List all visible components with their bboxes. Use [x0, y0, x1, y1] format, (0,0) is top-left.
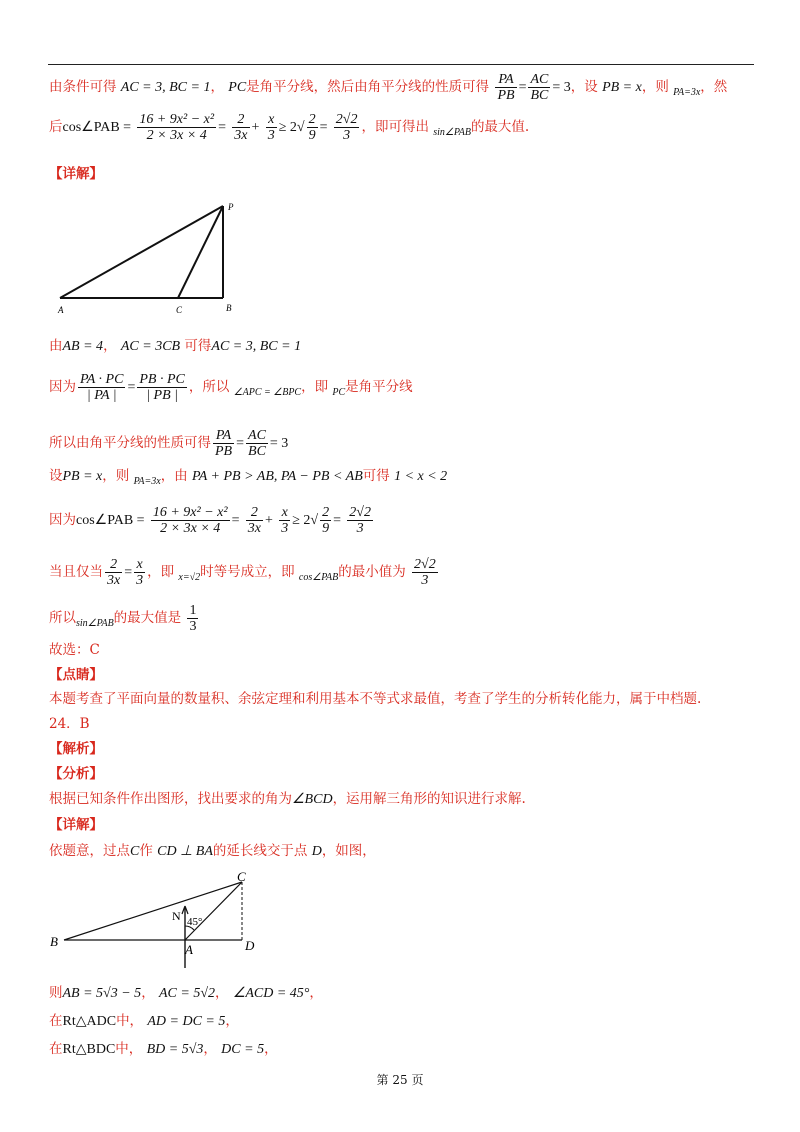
- text: ，然: [700, 79, 728, 95]
- detail2-line-4: [49, 1039, 278, 1060]
- math: Rt△ADC: [62, 1014, 117, 1029]
- text: 设: [49, 468, 63, 484]
- label-a: A: [58, 305, 64, 315]
- text: ，设: [570, 79, 598, 95]
- text: 中，: [116, 1013, 144, 1029]
- fraction: $\frac{x}{3}$: [267, 112, 275, 143]
- math: sin∠PAB: [76, 618, 114, 629]
- header-rule: [48, 64, 754, 65]
- text: ，则: [641, 79, 669, 95]
- detail2-line-3: [49, 1011, 239, 1032]
- math: PA + PB > AB, PA − PB < AB: [191, 469, 363, 484]
- math: PA=3x: [133, 476, 161, 487]
- math: =: [236, 436, 245, 451]
- fraction: $\frac{PA}{PB}$: [497, 72, 515, 103]
- fraction: $\frac{AC}{BC}$: [248, 428, 266, 459]
- label-b: B: [50, 934, 58, 949]
- text: ，: [103, 338, 117, 354]
- math: =: [518, 80, 527, 95]
- section-heading-detail: 【详解】: [49, 166, 103, 182]
- fraction: $\frac{2}{3x}$: [247, 505, 261, 536]
- math: 1 < x < 2: [394, 469, 448, 484]
- text: ，运用解三角形的知识进行求解.: [332, 791, 526, 807]
- fraction: $\frac{2}{9}$: [322, 505, 330, 536]
- label-d: D: [245, 938, 255, 953]
- math: AC = 5√2: [158, 986, 216, 1001]
- text: 后: [49, 119, 63, 135]
- label-a: A: [185, 942, 193, 957]
- triangle-figure-1: [48, 195, 248, 320]
- math: sin∠PAB: [433, 127, 471, 138]
- math: x=√2: [178, 572, 201, 583]
- section-heading-point: 【点睛】: [49, 667, 103, 683]
- text: ，: [210, 79, 224, 95]
- math: cos∠PAB =: [62, 120, 132, 135]
- section-heading-analysis: 【解析】: [49, 741, 103, 757]
- text: 在: [49, 1041, 63, 1057]
- math: C: [130, 844, 140, 859]
- text: 由: [49, 338, 63, 354]
- math: =: [124, 565, 133, 580]
- text: 由条件可得: [49, 79, 117, 95]
- math: ∠BCD: [292, 792, 333, 807]
- text: ，即: [301, 379, 329, 395]
- text: 的延长线交于点: [212, 843, 308, 859]
- text: ，即可得出: [361, 119, 429, 135]
- math: BD = 5√3: [146, 1042, 204, 1057]
- fraction: $\frac{x}{3}$: [136, 557, 144, 588]
- math: AC = 3, BC = 1: [120, 80, 211, 95]
- math: PB = x: [62, 469, 103, 484]
- text: ，: [141, 985, 155, 1001]
- text: 中，: [115, 1041, 143, 1057]
- label-angle: 45°: [187, 916, 203, 928]
- text: ，所以: [188, 379, 230, 395]
- fraction: $\frac{PB \cdot PC}{| PB |}$: [139, 372, 185, 403]
- text: 所以: [49, 610, 76, 626]
- text: ，: [215, 985, 229, 1001]
- text: 当且仅当: [49, 564, 103, 580]
- math: AC = 3CB: [120, 339, 181, 354]
- math: PC: [332, 387, 346, 398]
- fraction: $\frac{2}{9}$: [308, 112, 316, 143]
- label-b: B: [226, 303, 232, 313]
- math: Rt△BDC: [62, 1042, 116, 1057]
- triangle-figure-2: [44, 868, 274, 973]
- fraction: $\frac{1}{3}$: [189, 603, 197, 634]
- math: cos∠PAB: [298, 572, 339, 583]
- text: ，: [309, 985, 323, 1001]
- math: +: [265, 513, 273, 528]
- point-text: 本题考查了平面向量的数量积、余弦定理和利用基本不等式求最值，考查了学生的分析转化能力，属于中档题.: [49, 691, 702, 707]
- fraction: $\frac{2√2}{3}$: [349, 505, 371, 536]
- math: AB = 4: [62, 339, 104, 354]
- math: D: [311, 844, 322, 859]
- detail-line-2: [49, 372, 413, 403]
- text: ，即: [147, 564, 175, 580]
- detail2-line-2: [49, 983, 323, 1004]
- fraction: $\frac{PA}{PB}$: [215, 428, 233, 459]
- text: ，: [264, 1041, 278, 1057]
- text: 是角平分线，然后由角平分线的性质可得: [246, 79, 490, 95]
- question-24: 24．B: [49, 716, 90, 732]
- section-heading-fenxi: 【分析】: [49, 766, 103, 782]
- answer-choice: 故选：C: [49, 642, 100, 658]
- detail-line-1: [49, 336, 301, 357]
- math: =: [231, 513, 240, 528]
- text: 可得: [184, 338, 212, 354]
- text: ，则: [102, 468, 130, 484]
- text: 可得: [362, 468, 390, 484]
- section-heading-detail-2: 【详解】: [49, 817, 103, 833]
- math: CD ⊥ BA: [157, 844, 213, 859]
- math: =: [218, 120, 226, 135]
- detail-line-6: [49, 557, 440, 588]
- label-p: P: [228, 202, 234, 212]
- segment-bc: [64, 882, 242, 940]
- text: 因为: [49, 512, 76, 528]
- detail2-line-1: [49, 841, 376, 862]
- math: ≥ 2√: [292, 513, 319, 528]
- math: = 3: [552, 80, 571, 95]
- math: AB = 5√3 − 5: [62, 986, 142, 1001]
- detail-line-5: [49, 505, 375, 536]
- fraction: $\frac{2√2}{3}$: [414, 557, 436, 588]
- math: ∠APC = ∠BPC: [233, 387, 302, 398]
- text: 在: [49, 1013, 63, 1029]
- fraction: $\frac{AC}{BC}$: [530, 72, 549, 103]
- segment-ap: [60, 206, 223, 298]
- label-c: C: [176, 305, 183, 315]
- math: DC = 5: [221, 1042, 265, 1057]
- fraction: $\frac{\text{16 + 9x² − x²}}{2 \times 3x \times 4}$: [139, 112, 215, 143]
- math: AD = DC = 5: [147, 1014, 226, 1029]
- fraction: $\frac{2}{3x}$: [107, 557, 121, 588]
- math: =: [319, 120, 328, 135]
- text: ，由: [160, 468, 188, 484]
- math: = 3: [269, 436, 289, 451]
- detail-line-4: [49, 466, 447, 488]
- text: 的最小值为: [338, 564, 406, 580]
- detail-line-7: [49, 603, 200, 634]
- math: PB = x: [602, 80, 642, 95]
- text: 是角平分线: [345, 379, 413, 395]
- math: ∠ACD = 45°: [232, 986, 310, 1001]
- detail-line-3: [49, 428, 288, 459]
- fraction: $\frac{PA \cdot PC}{| PA |}$: [80, 372, 124, 403]
- text: ，如图，: [321, 843, 376, 859]
- label-c: C: [237, 869, 246, 884]
- text: 依题意，过点: [49, 843, 130, 859]
- fenxi-text: [49, 789, 526, 810]
- fraction: $\frac{2√2}{3}$: [335, 112, 358, 143]
- text: 作: [139, 843, 153, 859]
- analysis-line-2: [49, 112, 529, 143]
- math: AC = 3, BC = 1: [211, 339, 302, 354]
- text: 的最大值.: [470, 119, 530, 135]
- fraction: $\frac{2}{3x}$: [234, 112, 248, 143]
- math: =: [127, 380, 136, 395]
- text: 的最大值是: [113, 610, 182, 626]
- text: 根据已知条件作出图形，找出要求的角为: [49, 791, 292, 807]
- analysis-line-1: [49, 72, 727, 103]
- text: ，: [203, 1041, 217, 1057]
- text: 时等号成立，即: [200, 564, 295, 580]
- math: =: [333, 513, 341, 528]
- math: ≥ 2√: [278, 120, 305, 135]
- fraction: $\frac{x}{3}$: [281, 505, 289, 536]
- text: ，: [225, 1013, 239, 1029]
- math: PC: [228, 80, 247, 95]
- math: PA=3x: [673, 87, 701, 98]
- fraction: $\frac{\text{16 + 9x² − x²}}{2 \times 3x \times 4}$: [152, 505, 228, 536]
- page-number: 第 25 页: [376, 1073, 424, 1087]
- text: 则: [49, 985, 63, 1001]
- label-north: N: [172, 909, 181, 923]
- math: cos∠PAB =: [76, 513, 145, 528]
- text: 所以由角平分线的性质可得: [49, 435, 211, 451]
- text: 因为: [49, 379, 76, 395]
- math: +: [251, 120, 260, 135]
